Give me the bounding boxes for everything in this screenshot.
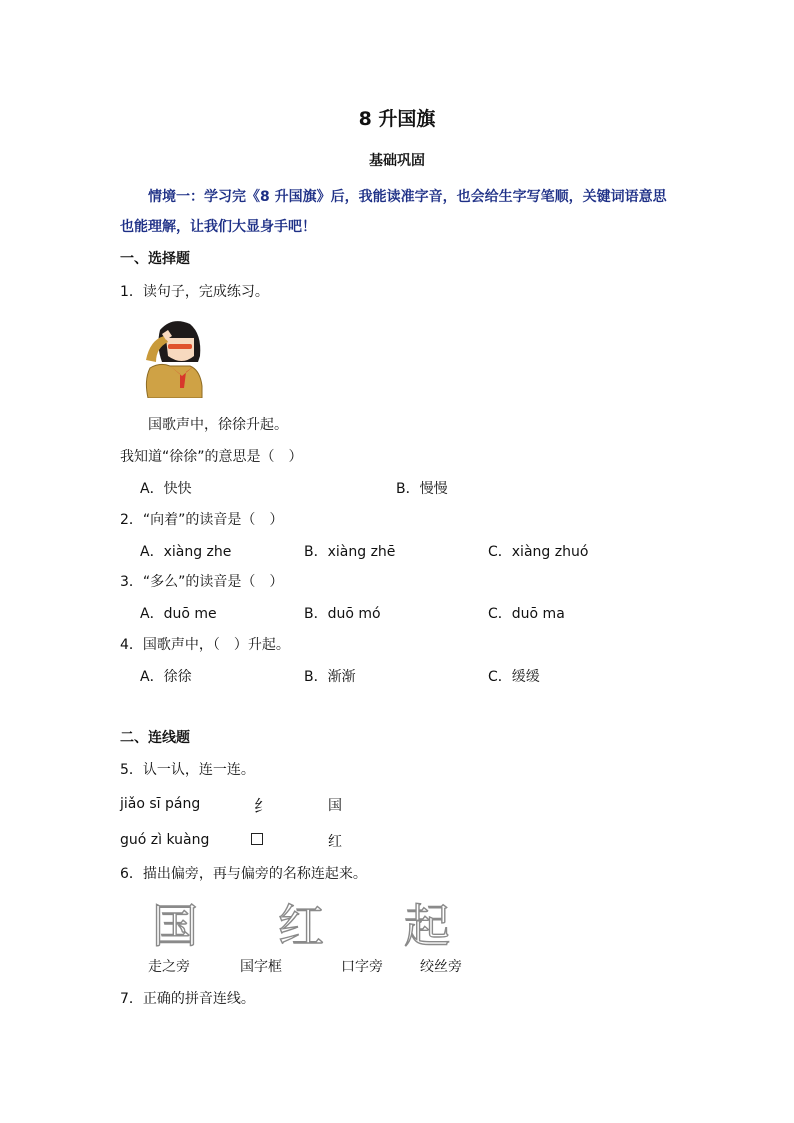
question-7-stem: 7．正确的拼音连线。	[120, 991, 255, 1007]
q6-trace-char-3: 起	[404, 899, 450, 953]
q5-char-1: 国	[328, 798, 342, 814]
question-3-option-b[interactable]: B．duō mó	[304, 606, 381, 622]
question-3-option-c[interactable]: C．duō ma	[488, 606, 565, 622]
question-3-stem: 3．“多么”的读音是（ ）	[120, 574, 284, 590]
section-subtitle: 基础巩固	[369, 153, 425, 169]
section-matching-heading: 二、连线题	[120, 730, 190, 746]
question-1-stem: 1．读句子，完成练习。	[120, 284, 269, 300]
q5-pinyin-1: jiǎo sī páng	[120, 796, 201, 812]
question-1-option-a[interactable]: A．快快	[140, 481, 192, 497]
question-2-option-a[interactable]: A．xiàng zhe	[140, 544, 232, 560]
question-2-option-b[interactable]: B．xiàng zhē	[304, 544, 396, 560]
situation-intro: 情境一：学习完《8 升国旗》后，我能读准字音，也会给生字写笔顺，关键词语意思也能理解，让我们大显身手吧！	[120, 189, 667, 235]
question-4-stem: 4．国歌声中，（ ）升起。	[120, 637, 290, 653]
question-1-sentence: 国歌声中，徐徐升起。	[148, 417, 288, 433]
page-title: 8 升国旗	[358, 108, 436, 130]
q5-radical-1: 纟	[254, 797, 271, 817]
question-1-option-b[interactable]: B．慢慢	[396, 481, 448, 497]
question-2-option-c[interactable]: C．xiàng zhuó	[488, 544, 589, 560]
girl-saluting-illustration	[142, 316, 204, 398]
q6-name-3: 口字旁	[341, 959, 383, 975]
question-1-question: 我知道“徐徐”的意思是（ ）	[120, 449, 303, 465]
q6-name-4: 绞丝旁	[420, 959, 462, 975]
q6-trace-char-1: 国	[152, 899, 198, 953]
q5-char-2: 红	[328, 834, 342, 850]
question-2-stem: 2．“向着”的读音是（ ）	[120, 512, 284, 528]
q5-pinyin-2: guó zì kuàng	[120, 832, 210, 848]
question-3-option-a[interactable]: A．duō me	[140, 606, 217, 622]
q6-name-1: 走之旁	[148, 959, 190, 975]
question-4-option-a[interactable]: A．徐徐	[140, 669, 192, 685]
q6-trace-char-2: 红	[278, 899, 324, 953]
question-4-option-b[interactable]: B．渐渐	[304, 669, 356, 685]
question-4-option-c[interactable]: C．缓缓	[488, 669, 540, 685]
section-choice-heading: 一、选择题	[120, 251, 190, 267]
q5-radical-2-kuang-box	[251, 833, 263, 845]
question-5-stem: 5．认一认，连一连。	[120, 762, 255, 778]
q6-name-2: 国字框	[240, 959, 282, 975]
question-6-stem: 6．描出偏旁，再与偏旁的名称连起来。	[120, 866, 367, 882]
